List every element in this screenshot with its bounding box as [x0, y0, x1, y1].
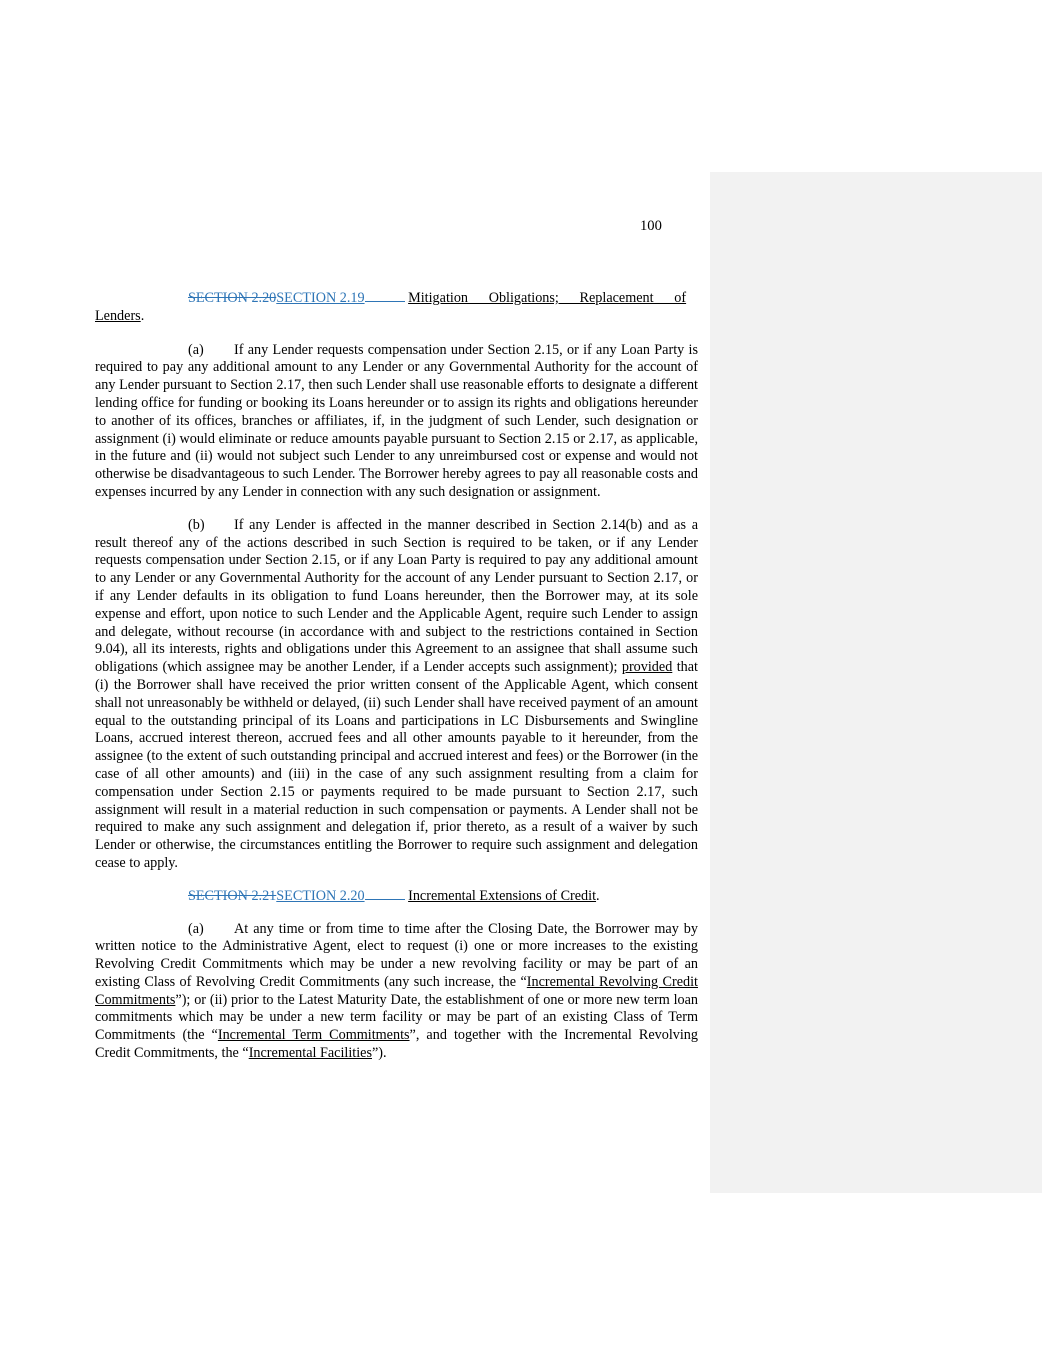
inserted-section-number: SECTION 2.19: [276, 290, 365, 306]
comment-pane: [710, 172, 1042, 1193]
defined-term-incremental-revolving: Incremental Revolving Credit Commitments: [95, 973, 698, 1008]
paragraph-text-4: ”).: [372, 1045, 387, 1062]
paragraph-b-replacement: [95, 517, 698, 873]
inserted-tab-gap: [365, 289, 405, 302]
paragraph-label: (b): [188, 516, 205, 533]
paragraph-a-incremental: [95, 921, 698, 1063]
section-title: Incremental Extensions of Credit: [408, 887, 597, 904]
paragraph-text-2: ”); or (ii) prior to the Latest Maturity Date, the establishment of one or more new term loan commitments which may be under a new term facility or may be part of an existing Class of Term Commitments (the “: [95, 991, 698, 1044]
section-title-period: .: [596, 887, 600, 904]
paragraph-text-3: ”, and together with the Incremental Revolving Credit Commitments, the “: [95, 1027, 698, 1062]
paragraph-text-before: If any Lender is affected in the manner described in Section 2.14(b) and as a result thereof any of the actions described in such Section is required to be taken, or if any Lender requests compensation under Section 2.15, or if any Loan Party is required to pay any additional amount to any Lender or any Governmental Authority for the account of any Lender pursuant to Section 2.17, or if any Lender defaults in its obligation to fund Loans hereunder, then the Borrower may, at its sole expense and effort, upon notice to such Lender and the Applicable Agent, require such Lender to assign and delegate, without recourse (in accordance with and subject to the restrictions contained in Section 9.04), all its interests, rights and obligations under this Agreement to an assignee that shall assume such obligations (which assignee may be another Lender, if a Lender accepts such assignment);: [95, 516, 698, 676]
paragraph-label: (a): [188, 341, 204, 358]
defined-term-incremental-facilities: Incremental Facilities: [248, 1045, 372, 1062]
section-title-line2: Lenders: [95, 307, 141, 324]
deleted-section-number: SECTION 2.20: [188, 290, 277, 306]
paragraph-label: (a): [188, 920, 204, 937]
section-title-period: .: [140, 307, 145, 324]
paragraph-a-mitigation: [95, 342, 698, 502]
paragraph-text-1: At any time or from time to time after the Closing Date, the Borrower may by written notice to the Administrative Agent, elect to request (i) one or more increases to the existing Revolving Credit Commitments which may be under a new revolving facility or may be part of an existing Class of Revolving Credit Commitments (any such increase, the “: [95, 920, 698, 990]
inserted-tab-gap: [365, 887, 405, 900]
document-body: [95, 289, 698, 1063]
section-2-19-heading: [95, 289, 698, 326]
section-title-line1: Mitigation Obligations; Replacement of: [408, 290, 687, 306]
page-number: 100: [640, 218, 662, 234]
defined-term-incremental-term: Incremental Term Commitments: [217, 1027, 410, 1044]
inserted-section-number: SECTION 2.20: [276, 887, 365, 904]
paragraph-text-after: that (i) the Borrower shall have received the prior written consent of the Applicable Agent, which consent shall not unreasonably be withheld or delayed, (ii) such Lender shall have received payment of an amount equal to the outstanding principal of its Loans and participations in LC Disbursements and Swingline Loans, accrued interest thereon, accrued fees and all other amounts payable to it hereunder, from the assignee (to the extent of such outstanding principal and accrued interest and fees) or the Borrower (in the case of all other amounts) and (iii) in the case of any such assignment resulting from a claim for compensation under Section 2.15 or payments required to be made pursuant to Section 2.17, such assignment will result in a material reduction in such compensation or payments. A Lender shall not be required to make any such assignment and delegation if, prior thereto, as a result of a waiver by such Lender or otherwise, the circumstances entitling the Borrower to require such assignment and delegation cease to apply.: [95, 659, 698, 871]
paragraph-text: If any Lender requests compensation under Section 2.15, or if any Loan Party is required to pay any additional amount to any Lender or any Governmental Authority for the account of any Lender pursuant to Section 2.17, then such Lender shall use reasonable efforts to designate a different lending office for funding or booking its Loans hereunder or to assign its rights and obligations hereunder to another of its offices, branches or affiliates, if, in the judgment of such Lender, such designation or assignment (i) would eliminate or reduce amounts payable pursuant to Section 2.15 or 2.17, as applicable, in the future and (ii) would not subject such Lender to any unreimbursed cost or expense and would not otherwise be disadvantageous to such Lender. The Borrower hereby agrees to pay all reasonable costs and expenses incurred by any Lender in connection with any such designation or assignment.: [95, 341, 698, 500]
deleted-section-number: SECTION 2.21: [188, 887, 277, 904]
defined-term-provided: provided: [621, 659, 673, 676]
section-2-20-heading: [95, 887, 698, 906]
